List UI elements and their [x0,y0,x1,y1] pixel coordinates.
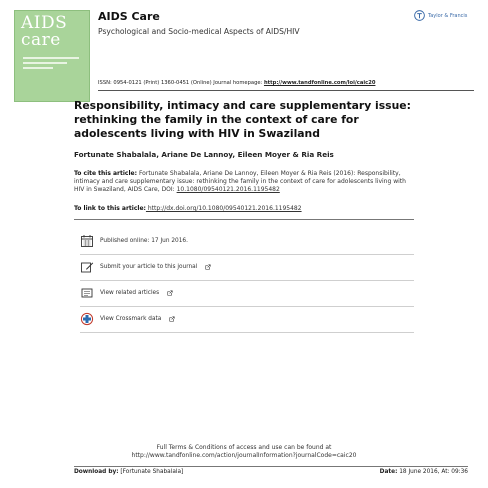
cover-title-aids: AIDS [21,13,68,33]
article-title: Responsibility, intimacy and care supplementary issue: rethinking the family in the context of care for adolescents living with HIV in Swaziland [74,99,411,140]
terms-line: Full Terms & Conditions of access and use can be found at [156,444,332,451]
header-divider [98,90,474,91]
info-divider [74,219,414,220]
journal-homepage-link[interactable]: http://www.tandfonline.com/loi/caic20 [263,80,376,86]
edit-icon [80,260,94,274]
submit-article-label[interactable]: Submit your article to this journal [100,264,198,270]
calendar-icon [80,234,94,248]
submit-article-row[interactable] [80,260,340,274]
issn-text: ISSN: 0954-0121 (Print) 1360-0451 (Online) Journal homepage: [98,80,264,86]
download-date [380,469,468,475]
taylor-francis-icon [414,10,425,21]
cover-text-line [23,62,67,64]
date-value: 18 June 2016, At: 09:36 [397,469,468,475]
article-doi-url[interactable]: http://dx.doi.org/10.1080/09540121.2016.1195482 [145,205,302,212]
cover-text-line [23,67,53,69]
publisher-name: Taylor & Francis [428,12,468,19]
cite-label: To cite this article: [74,170,138,177]
crossmark-row[interactable] [80,312,340,326]
article-authors: Fortunate Shabalala, Ariane De Lannoy, Eileen Moyer & Ria Reis [74,150,334,159]
doi-link[interactable]: 10.1080/09540121.2016.1195482 [176,186,280,194]
cite-text: Fortunate Shabalala, Ariane De Lannoy, Eileen Moyer & Ria Reis (2016): Responsibility, intimacy and care supplementary issue: rethinking the family in the context of care for adolescents living with HIV in Swaziland, AIDS Care, DOI: [74,170,406,194]
related-articles-icon [80,286,94,300]
footer-divider [74,466,468,467]
external-link-icon [205,264,211,270]
issn-line [98,80,375,86]
journal-cover-image [14,10,90,102]
cover-title [21,15,67,49]
external-link-icon [169,316,175,322]
terms-footer [0,444,488,460]
related-articles-label[interactable]: View related articles [100,290,160,296]
external-link-icon [167,290,173,296]
action-divider [80,254,414,255]
published-online-label: Published online: 17 Jun 2016. [100,238,188,244]
journal-subtitle: Psychological and Socio-medical Aspects of AIDS/HIV [98,27,300,36]
date-label: Date: [379,469,398,475]
cover-text-line [23,57,79,59]
action-divider [80,306,414,307]
citation-block [74,170,414,195]
article-link-block [74,205,302,212]
published-online-row [80,234,340,248]
action-divider [80,332,414,333]
download-value: [Fortunate Shabalala] [118,469,184,475]
download-by [74,469,183,475]
link-label: To link to this article: [74,205,146,212]
terms-url[interactable]: http://www.tandfonline.com/action/journalInformation?journalCode=caic20 [131,452,357,459]
publisher-logo [414,10,467,21]
crossmark-icon [80,312,94,326]
related-articles-row[interactable] [80,286,340,300]
cover-title-care: care [21,30,61,50]
download-label: Download by: [74,469,119,475]
action-divider [80,280,414,281]
journal-title: AIDS Care [98,10,160,23]
crossmark-label[interactable]: View Crossmark data [100,316,162,322]
